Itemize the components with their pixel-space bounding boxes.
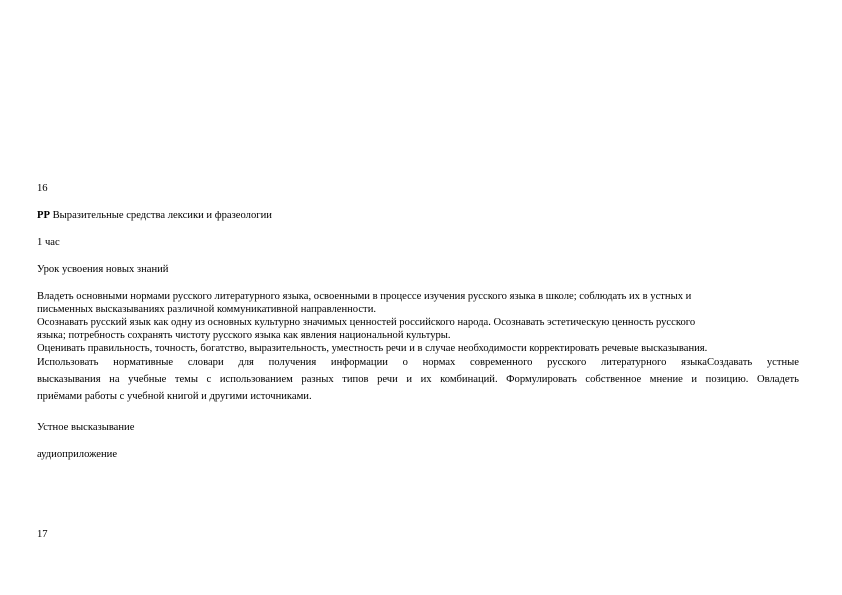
requirements-line: языка; потребность сохранять чистоту русского языка как явления национальной культуры. (37, 330, 451, 341)
requirements-line: Осознавать русский язык как одну из основных культурно значимых ценностей российского народа. Осознавать эстетическую ценность русского (37, 317, 696, 328)
requirements-line: Использовать нормативные словари для получения информации о нормах современного русского литературного языкаСоздавать устные (37, 357, 799, 368)
row-number-17: 17 (37, 529, 48, 540)
requirements-line: письменных высказываниях различной коммуникативной направленности. (37, 304, 377, 315)
resources: аудиоприложение (37, 449, 118, 460)
row-number-16: 16 (37, 183, 48, 194)
lesson-title (37, 209, 272, 222)
requirements-line: Оценивать правильность, точность, богатство, выразительность, уместность речи и в случае необходимости корректировать речевые высказывания. (37, 343, 708, 354)
lesson-topic: Выразительные средства лексики и фразеологии (52, 210, 272, 221)
requirements-line: высказывания на учебные темы с использованием разных типов речи и их комбинаций. Формулировать собственное мнение и позицию. Овладеть (37, 374, 799, 385)
control-form: Устное высказывание (37, 422, 135, 433)
lesson-prefix: РР (37, 210, 50, 221)
requirements-line: приёмами работы с учебной книгой и другими источниками. (37, 391, 312, 402)
learning-requirements (37, 290, 799, 403)
requirements-line: Владеть основными нормами русского литературного языка, освоенными в процессе изучения русского языка в школе; соблюдать их в устных и (37, 291, 692, 302)
lesson-hours: 1 час (37, 237, 60, 248)
lesson-type: Урок усвоения новых знаний (37, 264, 169, 275)
